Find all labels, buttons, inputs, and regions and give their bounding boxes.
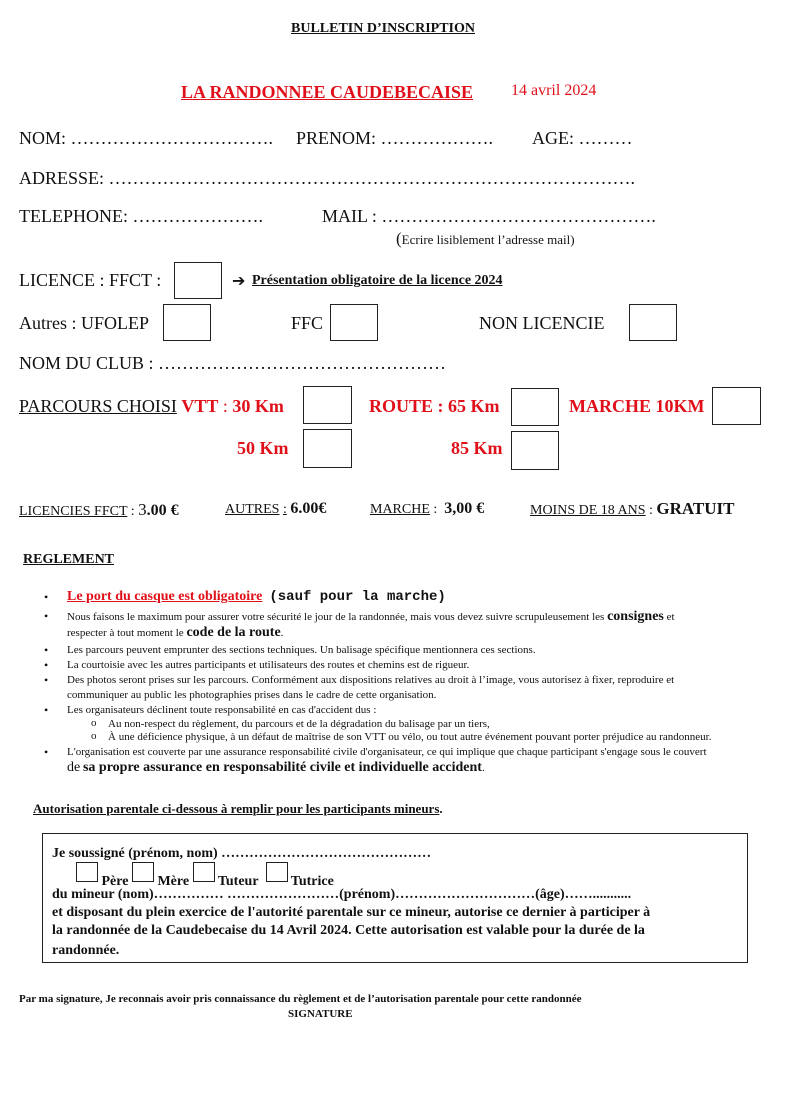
route-85-checkbox[interactable] bbox=[511, 431, 559, 470]
arrow-right-icon: ➔ bbox=[232, 273, 246, 290]
list-item: • Le port du casque est obligatoire (sauf pour la marche) bbox=[44, 586, 774, 608]
tarif-marche: MARCHE : 3,00 € bbox=[370, 500, 485, 517]
route-85-label: 85 Km bbox=[451, 438, 503, 458]
marche-label: MARCHE 10KM bbox=[569, 396, 705, 416]
autres-ufolep-label: Autres : UFOLEP bbox=[19, 313, 149, 333]
list-item: • Les parcours peuvent emprunter des sections techniques. Un balisage spécifique mentionnera ces sections. bbox=[44, 643, 774, 658]
club-field[interactable]: NOM DU CLUB : ………………………………………… bbox=[19, 353, 447, 373]
signature-statement: Par ma signature, Je reconnais avoir pris connaissance du règlement et de l’autorisation parentale pour cette randonnée bbox=[19, 993, 582, 1005]
signature-label: SIGNATURE bbox=[288, 1008, 353, 1020]
licence-ffct-checkbox[interactable] bbox=[174, 262, 222, 299]
tarif-moins18: MOINS DE 18 ANS : GRATUIT bbox=[530, 499, 735, 518]
event-date: 14 avril 2024 bbox=[511, 82, 597, 99]
non-licencie-checkbox[interactable] bbox=[629, 304, 677, 341]
ffc-checkbox[interactable] bbox=[330, 304, 378, 341]
licence-label: LICENCE : FFCT : bbox=[19, 270, 162, 290]
vtt-50-checkbox[interactable] bbox=[303, 429, 352, 468]
licence-note: Présentation obligatoire de la licence 2024 bbox=[252, 273, 503, 288]
mail-note: (Ecrire lisiblement l’adresse mail) bbox=[396, 229, 575, 248]
non-licencie-label: NON LICENCIE bbox=[479, 313, 605, 333]
relation-row: Père Mère Tuteur Tutrice bbox=[76, 862, 334, 890]
pere-checkbox[interactable] bbox=[76, 862, 98, 882]
mere-checkbox[interactable] bbox=[132, 862, 154, 882]
reglement-title: REGLEMENT bbox=[23, 552, 115, 567]
form-title: BULLETIN D’INSCRIPTION bbox=[291, 21, 475, 36]
ufolep-checkbox[interactable] bbox=[163, 304, 211, 341]
tuteur-checkbox[interactable] bbox=[193, 862, 215, 882]
autorisation-text-1: et disposant du plein exercice de l'autorité parentale sur ce mineur, autorise ce dernier à participer à bbox=[52, 905, 651, 920]
tarif-autres: AUTRES : 6.00€ bbox=[225, 500, 327, 517]
reglement-list bbox=[44, 586, 774, 776]
prenom-field[interactable]: PRENOM: ………………. bbox=[296, 128, 494, 148]
list-item: • L'organisation est couverte par une assurance responsabilité civile d'organisateur, ce qui implique que chaque participant s'engage sous le couvert de sa propre assurance en responsabilité civile et individuelle accident. bbox=[44, 745, 774, 776]
tutrice-checkbox[interactable] bbox=[266, 862, 288, 882]
nom-field[interactable]: NOM: ……………………………. bbox=[19, 128, 274, 148]
mineur-field[interactable]: du mineur (nom)…………… ……………………(prénom)…………………………(âge)……........... bbox=[52, 887, 632, 902]
event-name: LA RANDONNEE CAUDEBECAISE bbox=[181, 82, 474, 102]
marche-checkbox[interactable] bbox=[712, 387, 761, 425]
vtt-50-label: 50 Km bbox=[237, 438, 289, 458]
autorisation-text-2: la randonnée de la Caudebecaise du 14 Avril 2024. Cette autorisation est valable pour la durée de la bbox=[52, 923, 645, 938]
age-field[interactable]: AGE: ……… bbox=[532, 128, 633, 148]
autorisation-text-3: randonnée. bbox=[52, 943, 120, 958]
tarif-licencies: LICENCIES FFCT : 3.00 € bbox=[19, 500, 179, 519]
list-item: • Des photos seront prises sur les parcours. Conformément aux dispositions relatives au droit à l’image, vous autorisez à fixer, reproduire et communiquer au public les photographies prises dans le cadre de cette organisation. bbox=[44, 673, 774, 703]
vtt-30-checkbox[interactable] bbox=[303, 386, 352, 424]
mail-field[interactable]: MAIL : ………………………………………. bbox=[322, 206, 656, 226]
route-65-label: ROUTE : 65 Km bbox=[369, 396, 500, 416]
list-item: • La courtoisie avec les autres participants et utilisateurs des routes et chemins est de rigueur. bbox=[44, 658, 774, 673]
list-item: • Les organisateurs déclinent toute responsabilité en cas d'accident dus : o Au non-respect du règlement, du parcours et de la dégradation du balisage par un tiers, o À une déficience physique, à un défaut de maîtrise de son VTT ou vélo, ou tout autre événement pouvant porter préjudice au randonneur. bbox=[44, 703, 774, 744]
parcours-row-1: PARCOURS CHOISI VTT : 30 Km bbox=[19, 396, 284, 416]
adresse-field[interactable]: ADRESSE: ……………………………………………………………………………. bbox=[19, 168, 636, 188]
route-65-checkbox[interactable] bbox=[511, 388, 559, 426]
ffc-label: FFC bbox=[291, 313, 324, 333]
autorisation-title: Autorisation parentale ci-dessous à remplir pour les participants mineurs. bbox=[33, 801, 443, 816]
sub-list-item: o Au non-respect du règlement, du parcours et de la dégradation du balisage par un tiers, bbox=[67, 718, 774, 731]
soussigne-field[interactable]: Je soussigné (prénom, nom) ……………………………………… bbox=[52, 846, 432, 861]
list-item: • Nous faisons le maximum pour assurer votre sécurité le jour de la randonnée, mais vous devez suivre scrupuleusement les consignes et respecter à tout moment le code de la route. bbox=[44, 609, 774, 641]
sub-list-item: o À une déficience physique, à un défaut de maîtrise de son VTT ou vélo, ou tout autre événement pouvant porter préjudice au randonneur. bbox=[67, 731, 774, 744]
telephone-field[interactable]: TELEPHONE: …………………. bbox=[19, 206, 263, 226]
